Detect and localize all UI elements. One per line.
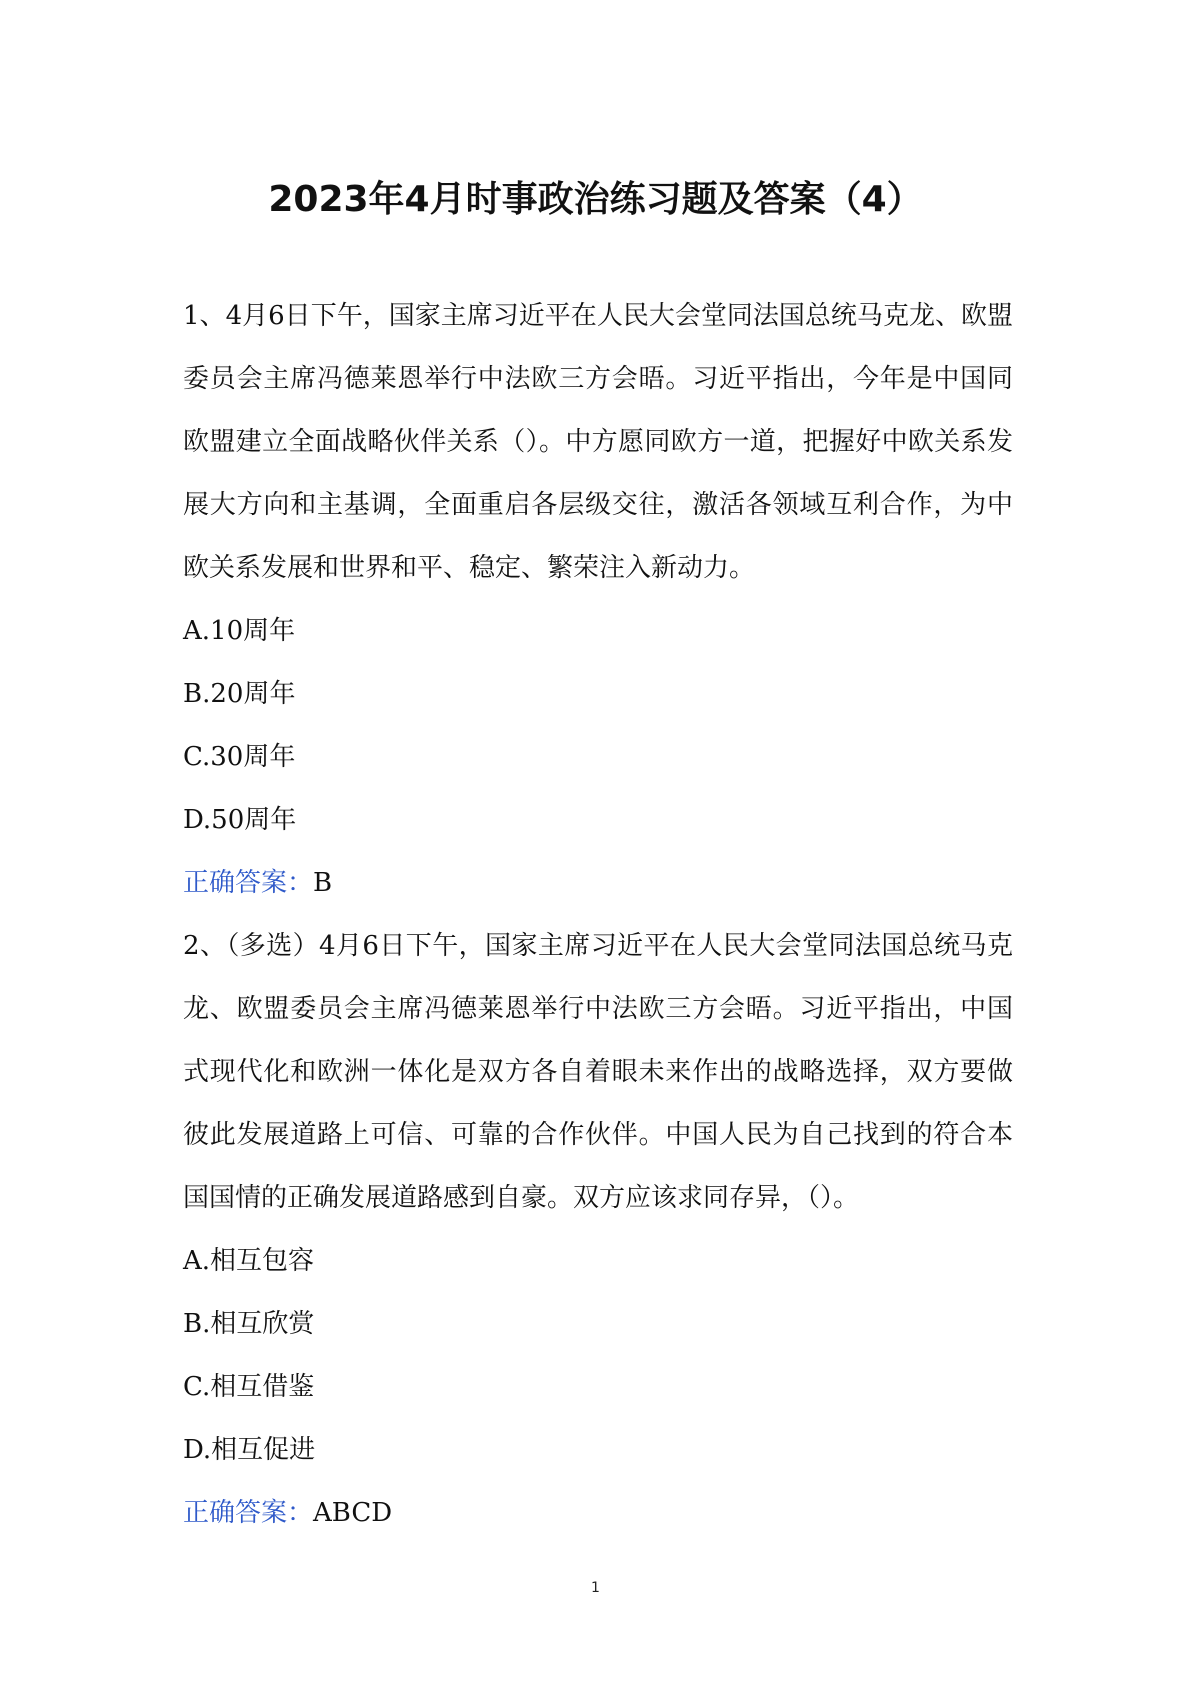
question-2-option-b: B.相互欣赏: [183, 1309, 315, 1339]
question-1-text: 1、4月6日下午，国家主席习近平在人民大会堂同法国总统马克龙、欧盟委员会主席冯德莱恩举行中法欧三方会晤。习近平指出，今年是中国同欧盟建立全面战略伙伴关系（）。中方愿同欧方一道，把握好中欧关系发展大方向和主基调，全面重启各层级交往，激活各领域互利合作，为中欧关系发展和世界和平、稳定、繁荣注入新动力。: [183, 301, 1013, 583]
question-1-option-c: C.30周年: [183, 742, 296, 772]
question-2-text: 2、（多选）4月6日下午，国家主席习近平在人民大会堂同法国总统马克龙、欧盟委员会主席冯德莱恩举行中法欧三方会晤。习近平指出，中国式现代化和欧洲一体化是双方各自着眼未来作出的战略选择，双方要做彼此发展道路上可信、可靠的合作伙伴。中国人民为自己找到的符合本国国情的正确发展道路感到自豪。双方应该求同存异，（）。: [183, 931, 1013, 1213]
question-2-option-d: D.相互促进: [183, 1435, 316, 1465]
question-1-answer: [183, 852, 1013, 915]
document-title: 2023年4月时事政治练习题及答案（4）: [268, 179, 923, 220]
question-1-option-a: A.10周年: [183, 616, 296, 646]
question-1-option-b: B.20周年: [183, 679, 296, 709]
question-2-answer: [183, 1482, 1013, 1545]
question-2-option-a: A.相互包容: [183, 1246, 315, 1276]
question-2: [183, 915, 1013, 1545]
question-2-option-c: C.相互借鉴: [183, 1372, 315, 1402]
page-number: 1: [591, 1580, 600, 1596]
answer-value: B: [313, 868, 333, 898]
question-1-option-d: D.50周年: [183, 805, 297, 835]
answer-label: 正确答案：: [183, 1498, 314, 1528]
answer-label: 正确答案：: [183, 868, 314, 898]
answer-value: ABCD: [313, 1498, 393, 1528]
question-list: [183, 285, 1013, 1545]
question-1: [183, 285, 1013, 915]
